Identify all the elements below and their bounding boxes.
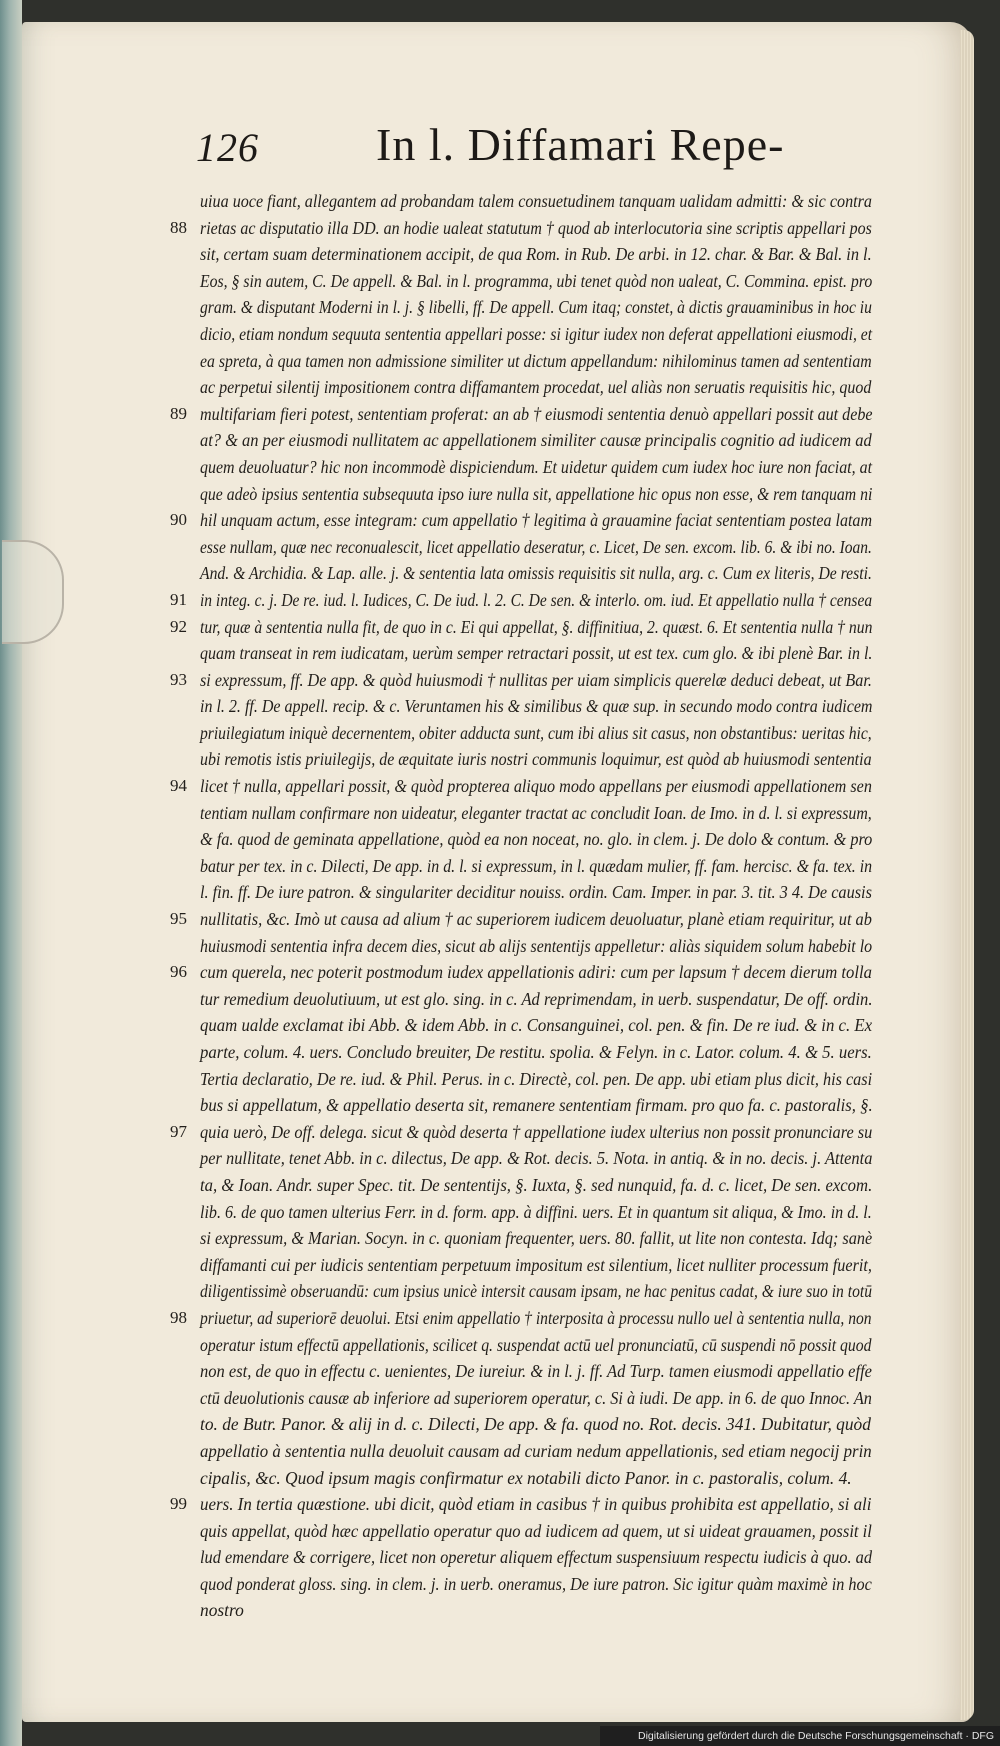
text-line [200, 1597, 872, 1624]
line-text: ctū deuolutionis causæ ab inferiore ad superiorem operatur, c. Si à iudi. De app. in 6. de quo Innoc. An [200, 1387, 872, 1408]
text-line [200, 560, 872, 587]
line-text: hil unquam actum, esse integram: cum appellatio † legitima à grauamine faciat sententiam postea latam [200, 510, 873, 531]
text-line [200, 826, 872, 853]
line-text: operatur istum effectū appellationis, scilicet q. suspendat actū uel pronunciatū, cū suspendi nō possit quod [200, 1334, 872, 1355]
text-line [200, 1012, 872, 1039]
marginal-number: 95 [170, 909, 187, 929]
text-line [200, 1092, 872, 1119]
text-line [170, 587, 873, 614]
text-line [200, 1518, 872, 1545]
line-text: non est, de quo in effectu c. uenientes, De iureiur. & in l. j. ff. Ad Turp. tamen eiusmodi appellatio effe [200, 1361, 872, 1382]
line-text: que adeò ipsius sententia subsequuta ipso iure nulla sit, appellatione hic opus non esse, & rem tanquam ni [200, 483, 873, 504]
line-text: Tertia declaratio, De re. iud. & Phil. Perus. in c. Directè, col. pen. De app. ubi etiam plus dicit, his casi [200, 1068, 873, 1089]
line-text: lud emendare & corrigere, licet non operetur aliquem effectum suspensiuum respectu iudicis à quo. ad [200, 1547, 873, 1568]
marginal-number: 99 [170, 1494, 187, 1514]
text-line [170, 773, 872, 800]
line-text: ac perpetui silentij impositionem contra diffamantem procedat, uel aliàs non seruatis requisitis hic, quod [200, 377, 872, 398]
line-text: at? & an per eiusmodi nullitatem ac appellationem similiter causæ principalis cognitio ad iudicem ad [200, 430, 872, 451]
line-text: diffamanti cui per iudicis sententiam perpetuum impositum est silentium, licet nulliter processum fuerit, [200, 1254, 872, 1275]
line-text: uers. In tertia quæstione. ubi dicit, quòd etiam in casibus † in quibus prohibita est appellatio, si ali [200, 1494, 872, 1515]
line-text: in integ. c. j. De re. iud. l. Iudices, C. De iud. l. 2. C. De sen. & interlo. om. iud. Et appellatio nulla † censea [200, 589, 873, 610]
marginal-number: 89 [170, 403, 187, 423]
line-text: priuilegiatum iniquè decernentem, obiter adducta sunt, cum ibi alius sit casus, non obstantibus: ueritas hic, [200, 722, 872, 743]
marginal-number: 94 [170, 776, 187, 796]
text-line [200, 294, 872, 321]
text-line [200, 800, 872, 827]
text-line [200, 481, 872, 508]
text-line [200, 241, 872, 268]
line-text: quia uerò, De off. delega. sicut & quòd deserta † appellatione iudex ulterius non possit pronunciare su [200, 1121, 873, 1142]
text-line [200, 1465, 872, 1492]
text-line [200, 853, 872, 880]
running-title: In l. Diffamari Repe- [376, 119, 785, 170]
line-text: parte, colum. 4. uers. Concludo breuiter, De restitu. spolia. & Felyn. in c. Lator. colum. 4. & 5. uers. [200, 1042, 872, 1062]
text-line [200, 1438, 872, 1465]
marginal-number: 97 [170, 1121, 187, 1141]
line-text: And. & Archidia. & Lap. alle. j. & sententia lata omissis requisitis sit nulla, arg. c. Cum ex literis, De resti. [200, 563, 872, 584]
text-line [170, 667, 872, 694]
line-text: Eos, § sin autem, C. De appell. & Bal. in l. programma, ubi tenet quòd non ualeat, C. Commina. epist. pro [200, 270, 873, 291]
marginal-number: 93 [170, 669, 187, 689]
line-text: gram. & disputant Moderni in l. j. § libelli, ff. De appell. Cum itaq; constet, à dictis grauaminibus in hoc iu [200, 297, 872, 318]
line-text: tur remedium deuolutiuum, ut est glo. sing. in c. Ad reprimendam, in uerb. suspendatur, De off. ordin. [200, 988, 873, 1009]
text-line [200, 1332, 872, 1359]
line-text: nullitatis, &c. Imò ut causa ad alium † ac superiorem iudicem deuoluatur, planè etiam requiritur, ut ab [200, 909, 872, 930]
line-text: multifariam fieri potest, sententiam proferat: an ab † eiusmodi sententia denuò appellari possit aut debe [200, 403, 873, 424]
text-line [170, 401, 873, 428]
marginal-number: 88 [170, 217, 187, 237]
line-text: to. de Butr. Panor. & alij in d. c. Dilecti, De app. & fa. quod no. Rot. decis. 341. Dubitatur, quòd [200, 1414, 871, 1435]
line-text: uiua uoce fiant, allegantem ad probandam talem consuetudinem tanquam ualidam admitti: & sic contra [200, 191, 872, 211]
line-text: rietas ac disputatio illa DD. an hodie ualeat statutum † quod ab interlocutoria sine scriptis appellari pos [200, 217, 872, 238]
body-text [170, 188, 873, 1624]
text-line [200, 1039, 872, 1066]
line-text: tur, quæ à sententia nulla fit, de quo in c. Ei qui appellat, §. diffinitiua, 2. quæst. 6. Et sententia nulla † nun [200, 616, 873, 637]
text-line [200, 720, 872, 747]
marginal-number: 92 [170, 616, 187, 636]
text-line [200, 427, 872, 454]
line-text: quis appellat, quòd hæc appellatio operatur quo ad iudicem ad quem, ut si uideat grauamen, possit il [200, 1520, 872, 1541]
text-line [200, 1066, 872, 1093]
marginal-number: 90 [170, 510, 187, 530]
text-line [200, 1571, 872, 1598]
line-text: sit, certam suam determinationem accipit, de qua Rom. in Rub. De arbi. in 12. char. & Bar. & Bal. in l. [200, 244, 872, 265]
line-text: diligentissimè obseruandū: cum ipsius unicè intersit causam ipsam, ne hac penitus cadat, & iure suo in totū [200, 1281, 872, 1302]
marginal-number: 98 [170, 1307, 187, 1327]
text-line [170, 215, 872, 242]
text-line [200, 1278, 872, 1305]
text-line [200, 879, 872, 906]
text-line [200, 348, 872, 375]
text-line [200, 640, 872, 667]
line-text: tentiam nullam confirmare non uideatur, eleganter tractat ac concludit Ioan. de Imo. in d. l. si expressum, [200, 802, 872, 823]
line-text: quam ualde exclamat ibi Abb. & idem Abb. in c. Consanguinei, col. pen. & fin. De re iud. & in c. Ex [200, 1015, 873, 1036]
page-header [196, 118, 896, 180]
text-line [200, 1411, 872, 1438]
line-text: dicio, etiam nondum sequuta sententia appellari posse: si igitur iudex non deferat appellationi eiusmodi, et [200, 323, 873, 344]
text-line [200, 1225, 872, 1252]
text-line [200, 1199, 872, 1226]
marginal-number: 91 [170, 589, 187, 609]
text-line [200, 1172, 872, 1199]
text-line [200, 1358, 872, 1385]
line-text: lib. 6. de quo tamen ulterius Ferr. in d. form. app. à diffini. uers. Et in quantum sit aliqua, & Imo. in d. l. [200, 1201, 872, 1222]
text-line [200, 746, 872, 773]
text-line [170, 1119, 873, 1146]
text-line [200, 1252, 872, 1279]
line-text: cum querela, nec poterit postmodum iudex appellationis adiri: cum per lapsum † decem dierum tolla [200, 962, 872, 983]
line-text: priuetur, ad superiorē deuolui. Etsi enim appellatio † interposita à processu nullo uel à sententia nulla, non [200, 1307, 872, 1328]
text-line [170, 614, 873, 641]
line-text: ea spreta, à qua tamen non admissione similiter ut dictum appellandum: nihilominus tamen ad sententiam [200, 350, 872, 371]
text-line [200, 534, 872, 561]
text-line [200, 454, 872, 481]
line-text: quem deuoluatur? hic non incommodè dispiciendum. Et uidetur quidem cum iudex hoc iure non faciat, at [200, 456, 873, 477]
marginal-number: 96 [170, 962, 187, 982]
line-text: & fa. quod de geminata appellatione, quòd ea non noceat, no. glo. in clem. j. De dolo & contum. & pro [200, 829, 873, 850]
line-text: in l. 2. ff. De appell. recip. & c. Veruntamen his & similibus & quæ sup. in secundo modo contra iudicem [200, 696, 873, 717]
text-line [170, 959, 872, 986]
text-line [170, 1305, 872, 1332]
line-text: licet † nulla, appellari possit, & quòd propterea aliquo modo appellans per eiusmodi appellationem sen [200, 776, 872, 797]
page-number: 126 [196, 125, 259, 170]
line-text: esse nullam, quæ nec reconualescit, licet appellatio deseratur, c. Licet, De sen. excom. lib. 6. & ibi no. Ioan. [200, 536, 872, 557]
line-text: si expressum, & Marian. Socyn. in c. quoniam frequenter, uers. 80. fallit, ut lite non contesta. Idq; sanè [200, 1228, 873, 1249]
page-stack-edge [960, 30, 974, 1720]
text-line [170, 507, 873, 534]
line-text: huiusmodi sententia infra decem dies, sicut ab alijs sententijs appelletur: aliàs siquidem solum habebit lo [200, 935, 873, 956]
text-line [200, 933, 872, 960]
line-text: per nullitate, tenet Abb. in c. dilectus, De app. & Rot. decis. 5. Nota. in antiq. & in no. decis. j. Attenta [200, 1148, 873, 1169]
line-text: appellatio à sententia nulla deuoluit causam ad curiam nedum appellationis, sed etiam negocij prin [200, 1440, 872, 1461]
line-text: ubi remotis istis priuilegijs, de æquitate iuris nostri communis loquimur, est quòd ab huiusmodi sententia [200, 749, 872, 770]
text-line [200, 693, 872, 720]
text-line [200, 321, 872, 348]
text-line [200, 374, 872, 401]
line-text: quam transeat in rem iudicatam, uerùm semper retractari possit, ut est tex. cum glo. & ibi plenè Bar. in l. [200, 643, 873, 664]
text-line [200, 188, 872, 215]
line-text: bus si appellatum, & appellatio deserta sit, remanere sententiam firmam. pro quo fa. c. pastoralis, §. [200, 1095, 873, 1116]
line-text: l. fin. ff. De iure patron. & singulariter deciditur nouiss. ordin. Cam. Imper. in par. 3. tit. 3 4. De causis [200, 882, 872, 903]
text-line [200, 1544, 872, 1571]
text-line [170, 906, 872, 933]
line-text: ta, & Ioan. Andr. super Spec. tit. De sententijs, §. Iuxta, §. sed nunquid, fa. d. c. licet, De sen. excom. [200, 1174, 873, 1195]
text-line [200, 986, 872, 1013]
line-text: quod ponderat gloss. sing. in clem. j. in uerb. oneramus, De iure patron. Sic igitur quàm maximè in hoc [200, 1573, 872, 1594]
text-line [200, 1385, 872, 1412]
line-text: si expressum, ff. De app. & quòd huiusmodi † nullitas per uiam simplicis querelæ deduci debeat, ut Bar. [200, 669, 872, 690]
line-text: cipalis, &c. Quod ipsum magis confirmatur ex notabili dicto Panor. in c. pastoralis, colum. 4. [200, 1467, 852, 1488]
text-line [200, 268, 872, 295]
text-line [170, 1491, 872, 1518]
book-spine-edge [0, 0, 22, 1746]
line-text: batur per tex. in c. Dilecti, De app. in d. l. si expressum, in l. quædam mulier, ff. fam. hercisc. & fa. tex. in [200, 855, 873, 876]
text-line [200, 1145, 872, 1172]
book-clip [2, 540, 64, 644]
digitization-credit: Digitalisierung gefördert durch die Deutsche Forschungsgemeinschaft · DFG [600, 1726, 1000, 1746]
line-text: nostro [200, 1600, 244, 1621]
